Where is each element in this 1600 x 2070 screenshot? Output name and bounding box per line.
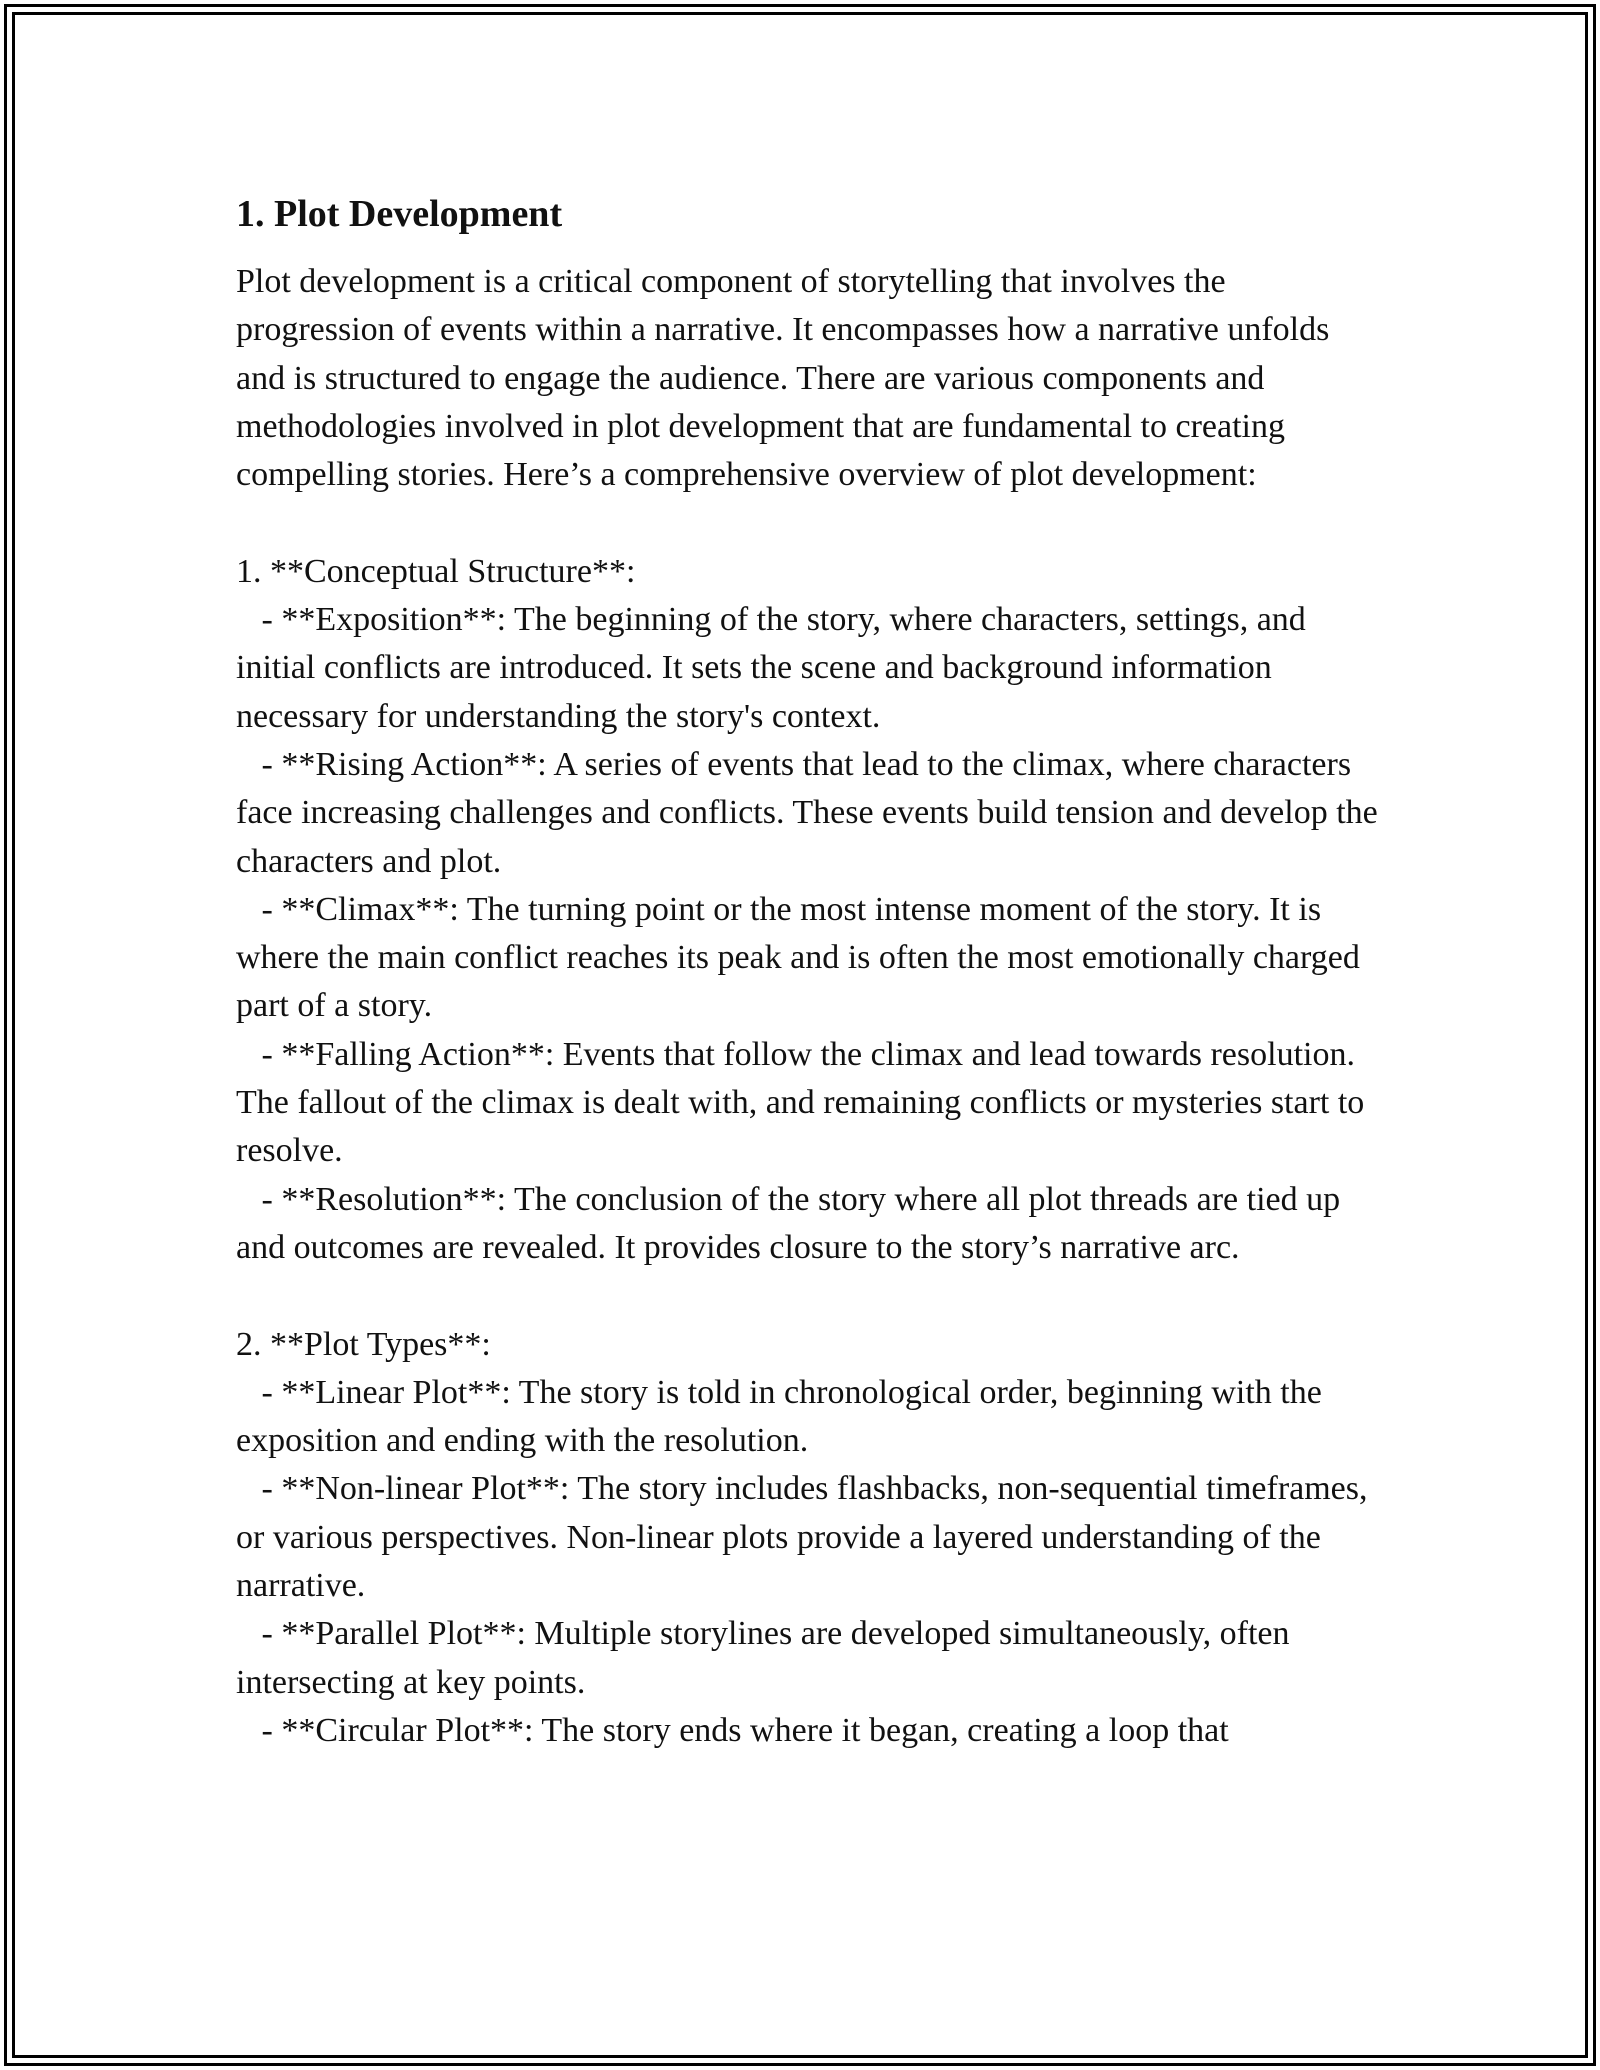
list-item-circular-plot: - **Circular Plot**: The story ends where it began, creating a loop that: [236, 1711, 1229, 1749]
list-item-resolution: - **Resolution**: The conclusion of the story where all plot threads are tied up and outcomes are revealed. It provides closure to the story’s narrative arc.: [236, 1180, 1349, 1266]
paragraph-gap: [236, 1272, 1386, 1320]
intro-paragraph: Plot development is a critical component of storytelling that involves the progression of events within a narrative. It encompasses how a narrative unfolds and is structured to engage the audience. There are various components and methodologies involved in plot development that are fundamental to creating compelling stories. Here’s a comprehensive overview of plot development:: [236, 263, 1338, 494]
section-heading: 1. Plot Development: [236, 193, 563, 235]
section-title: 2. **Plot Types**:: [236, 1325, 491, 1363]
list-item-rising-action: - **Rising Action**: A series of events that lead to the climax, where characters face increasing challenges and conflicts. These events build tension and develop the characters and plot.: [236, 745, 1387, 880]
list-item-falling-action: - **Falling Action**: Events that follow the climax and lead towards resolution. The fallout of the climax is dealt with, and remaining conflicts or mysteries start to resolve.: [236, 1035, 1373, 1170]
paragraph-gap: [236, 499, 1386, 547]
section-title: 1. **Conceptual Structure**:: [236, 552, 636, 590]
list-item-climax: - **Climax**: The turning point or the most intense moment of the story. It is where the main conflict reaches its peak and is often the most emotionally charged part of a story.: [236, 890, 1369, 1025]
document-body: [236, 184, 1386, 1755]
list-item-non-linear-plot: - **Non-linear Plot**: The story includes flashbacks, non-sequential timeframes, or various perspectives. Non-linear plots provide a layered understanding of the narrative.: [236, 1470, 1376, 1605]
list-item-linear-plot: - **Linear Plot**: The story is told in chronological order, beginning with the exposition and ending with the resolution.: [236, 1373, 1331, 1460]
section-plot-types: [236, 1321, 1386, 1756]
section-conceptual-structure: [236, 548, 1386, 1272]
list-item-parallel-plot: - **Parallel Plot**: Multiple storylines are developed simultaneously, often intersecting at key points.: [236, 1615, 1298, 1701]
list-item-exposition: - **Exposition**: The beginning of the story, where characters, settings, and initial conflicts are introduced. It sets the scene and background information necessary for understanding the story's context.: [236, 601, 1315, 735]
